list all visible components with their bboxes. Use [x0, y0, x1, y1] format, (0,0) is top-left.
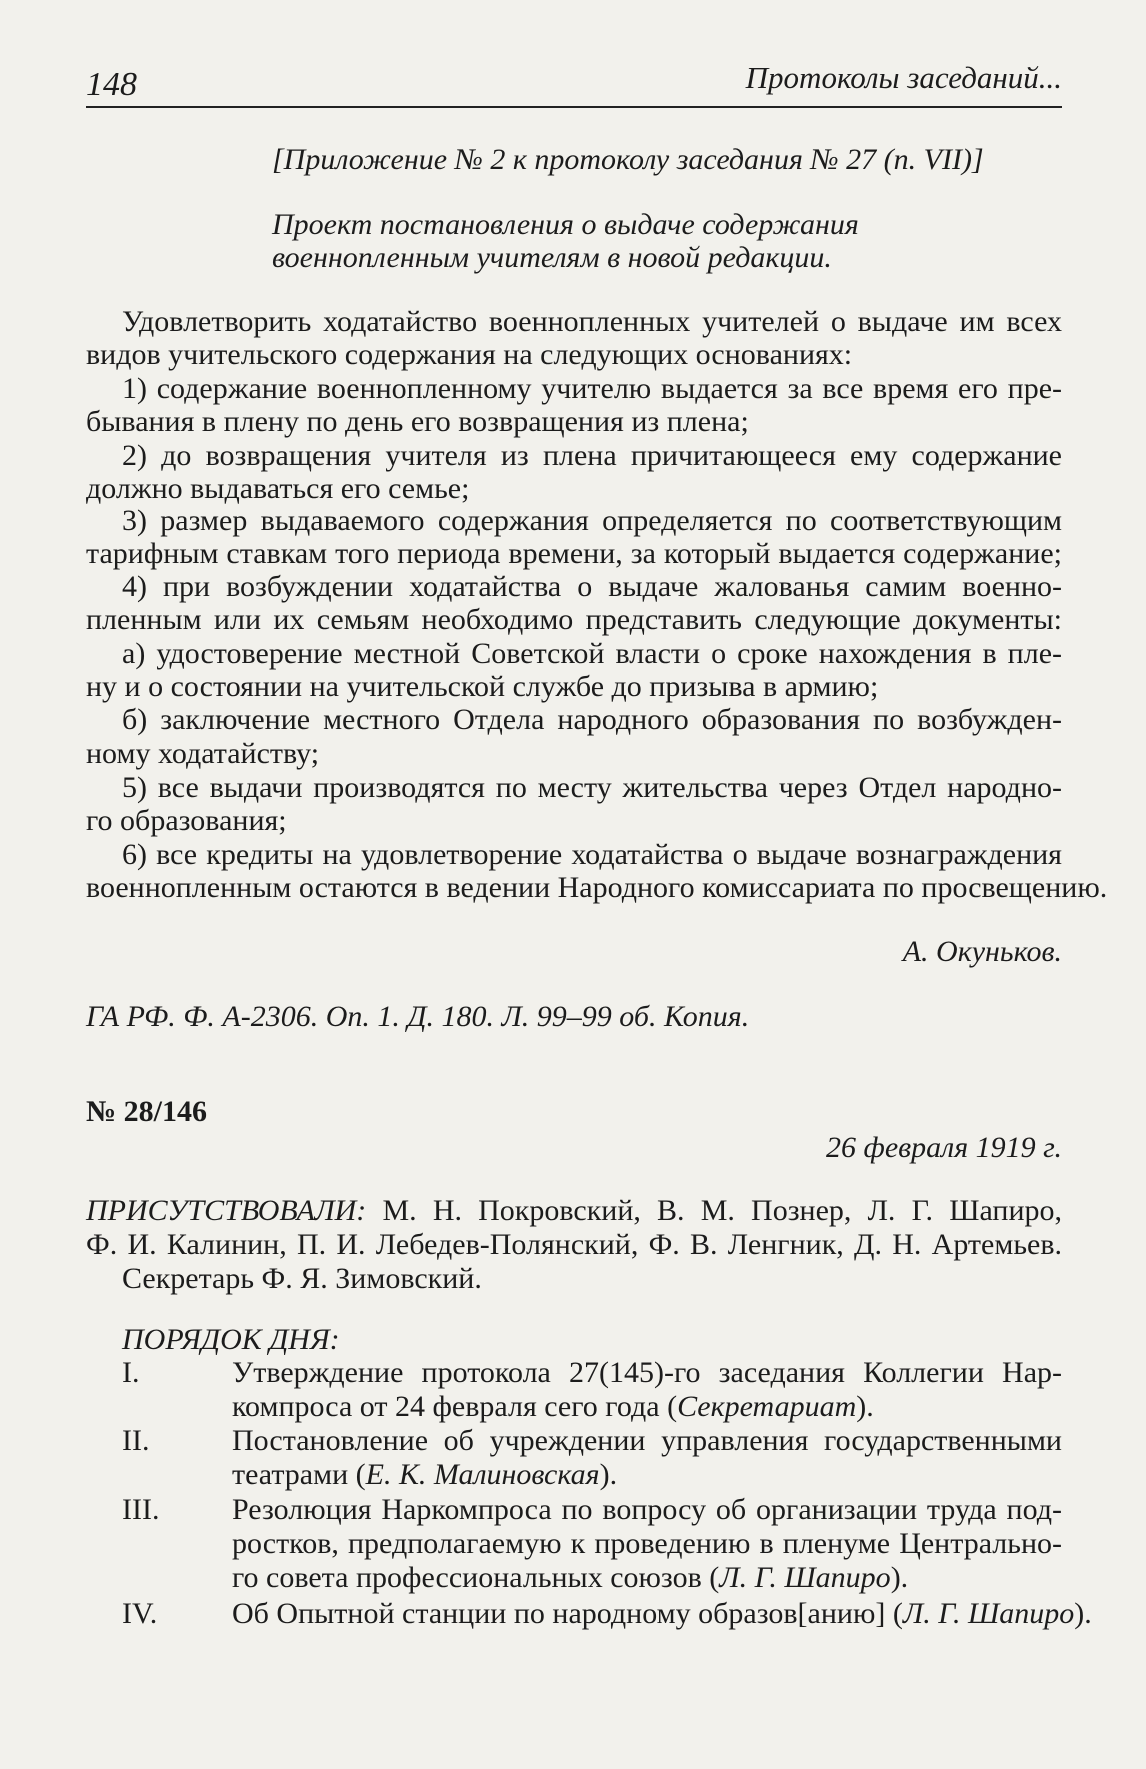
present-line-3: Секретарь Ф. Я. Зимовский.	[122, 1262, 482, 1295]
body-line: а) удостоверение местной Советской власти о сроке нахождения в пле-	[122, 637, 1062, 670]
archive-reference: ГА РФ. Ф. А-2306. Оп. 1. Д. 180. Л. 99–99 об. Копия.	[86, 1000, 750, 1033]
agenda-text: ).	[599, 1458, 618, 1491]
page-header	[86, 52, 1062, 108]
page-number: 148	[86, 66, 137, 103]
agenda-item-1-line-1: Утверждение протокола 27(145)-го заседания Коллегии Нар-	[232, 1356, 1062, 1389]
body-line: 4) при возбуждении ходатайства о выдаче жалованья самим военно-	[122, 570, 1062, 603]
agenda-text: го совета профессиональных союзов (	[232, 1561, 720, 1594]
running-title: Протоколы заседаний...	[745, 60, 1062, 95]
appendix-title-line-1: Проект постановления о выдаче содержания	[272, 208, 859, 241]
agenda-speaker: Секретариат	[677, 1390, 857, 1423]
body-line: 1) содержание военнопленному учителю выдается за все время его пре-	[122, 372, 1062, 405]
agenda-item-2-line-1: Постановление об учреждении управления государственными	[232, 1424, 1062, 1457]
agenda-item-4-line-1	[232, 1597, 1092, 1631]
body-line: 5) все выдачи производятся по месту жительства через Отдел народно-	[122, 771, 1062, 804]
agenda-item-3-line-1: Резолюция Наркомпроса по вопросу об организации труда под-	[232, 1493, 1062, 1526]
protocol-date: 26 февраля 1919 г.	[826, 1131, 1062, 1164]
agenda-item-2-line-2	[232, 1458, 617, 1492]
agenda-number: I.	[122, 1356, 140, 1389]
body-line: ну и о состоянии на учительской службе до призыва в армию;	[86, 670, 879, 703]
agenda-text: ).	[890, 1561, 909, 1594]
agenda-text: театрами (	[232, 1458, 366, 1491]
agenda-text: Об Опытной станции по народному образов[анию] (	[232, 1597, 903, 1630]
body-line: 3) размер выдаваемого содержания определяется по соответствующим	[122, 504, 1062, 537]
body-line: тарифным ставкам того периода времени, за который выдается содержание;	[86, 537, 1062, 570]
body-line: видов учительского содержания на следующих основаниях:	[86, 338, 853, 371]
present-line-1	[86, 1194, 1062, 1228]
present-names: М. Н. Покровский, В. М. Познер, Л. Г. Шапиро,	[382, 1194, 1063, 1227]
signature: А. Окуньков.	[902, 935, 1062, 968]
agenda-label: ПОРЯДОК ДНЯ:	[122, 1323, 340, 1356]
appendix-title-line-2: военнопленным учителям в новой редакции.	[272, 241, 832, 274]
agenda-number: II.	[122, 1424, 150, 1457]
body-line: б) заключение местного Отдела народного образования по возбужден-	[122, 703, 1062, 736]
body-line: должно выдаваться его семье;	[86, 472, 470, 505]
body-line: Удовлетворить ходатайство военнопленных учителей о выдаче им всех	[122, 305, 1062, 338]
present-label: ПРИСУТСТВОВАЛИ:	[86, 1194, 367, 1227]
agenda-item-3-line-2: ростков, предполагаемую к проведению в пленуме Центрально-	[232, 1527, 1062, 1560]
body-line: бывания в плену по день его возвращения из плена;	[86, 405, 749, 438]
body-line: ному ходатайству;	[86, 737, 320, 770]
body-line: 2) до возвращения учителя из плена причитающееся ему содержание	[122, 439, 1062, 472]
present-line-2: Ф. И. Калинин, П. И. Лебедев-Полянский, Ф. В. Ленгник, Д. Н. Артемьев.	[86, 1228, 1062, 1261]
agenda-item-3-line-3	[232, 1561, 908, 1595]
appendix-heading: [Приложение № 2 к протоколу заседания № 27 (п. VII)]	[272, 143, 984, 176]
agenda-text: ).	[1074, 1597, 1092, 1630]
agenda-speaker: Е. К. Малиновская	[365, 1458, 600, 1491]
agenda-speaker: Л. Г. Шапиро	[719, 1561, 891, 1594]
body-line: 6) все кредиты на удовлетворение ходатайства о выдаче вознаграждения	[122, 838, 1062, 871]
agenda-number: IV.	[122, 1597, 158, 1630]
agenda-number: III.	[122, 1493, 160, 1526]
agenda-text: компроса от 24 февраля сего года (	[232, 1390, 678, 1423]
body-line: военнопленным остаются в ведении Народного комиссариата по просвещению.	[86, 871, 1108, 904]
protocol-number: № 28/146	[86, 1095, 207, 1128]
body-line: го образования;	[86, 804, 287, 837]
body-line: пленным или их семьям необходимо представить следующие документы:	[86, 603, 1062, 636]
agenda-item-1-line-2	[232, 1390, 874, 1424]
agenda-speaker: Л. Г. Шапиро	[902, 1597, 1075, 1630]
agenda-text: ).	[856, 1390, 874, 1423]
